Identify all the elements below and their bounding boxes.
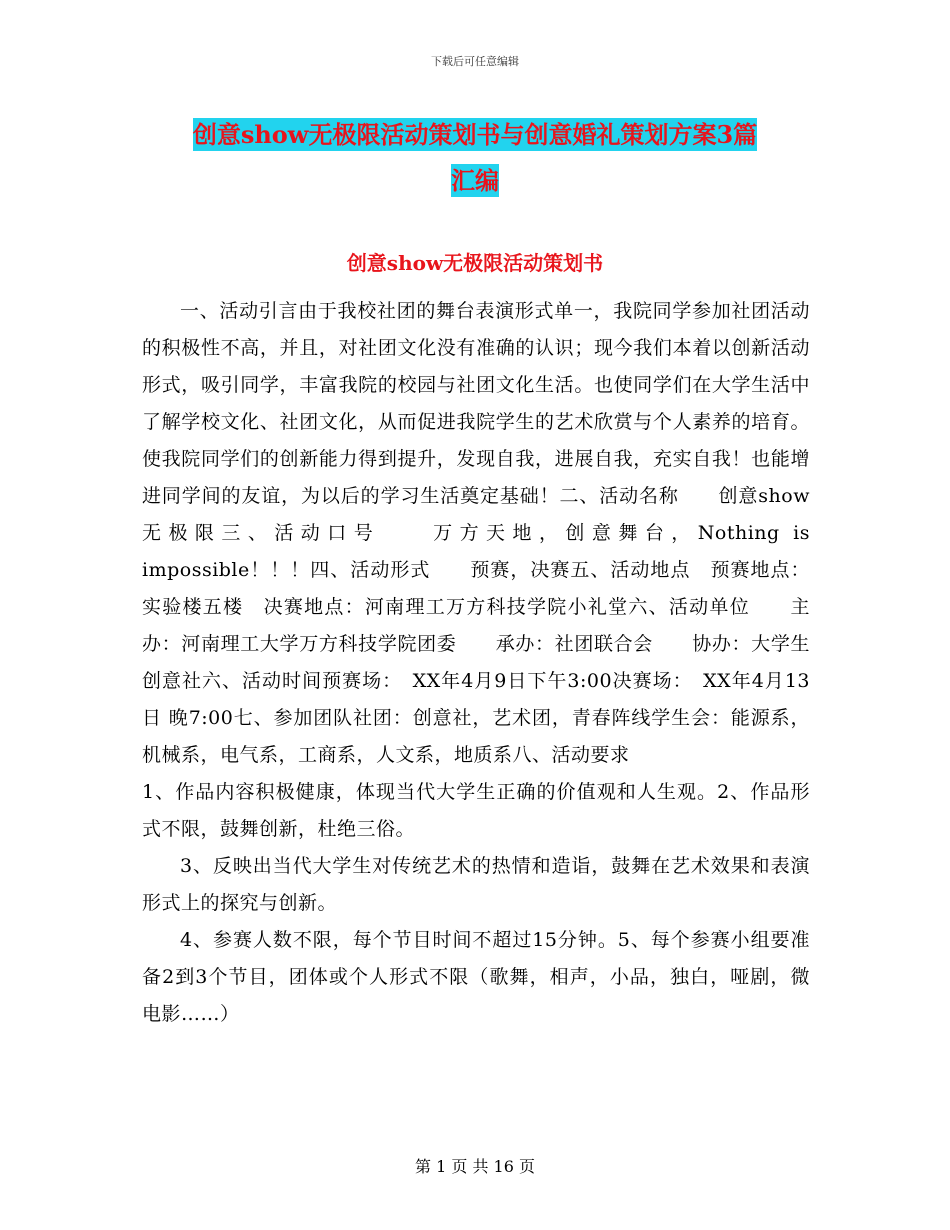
paragraph-requirements-4-5: 4、参赛人数不限，每个节目时间不超过15分钟。5、每个参赛小组要准备2到3个节目，团体或个人形式不限（歌舞，相声，小品，独白，哑剧，微电影……） xyxy=(142,929,810,1025)
paragraph-requirements-1-2: 1、作品内容积极健康，体现当代大学生正确的价值观和人生观。2、作品形式不限，鼓舞创新，杜绝三俗。 xyxy=(142,781,810,840)
document-title-line2: 汇编 xyxy=(451,166,499,195)
paragraph-intro: 一、活动引言由于我校社团的舞台表演形式单一，我院同学参加社团活动的积极性不高，并且，对社团文化没有准确的认识；现今我们本着以创新活动形式，吸引同学，丰富我院的校园与社团文化生活。也使同学们在大学生活中了解学校文化、社团文化，从而促进我院学生的艺术欣赏与个人素养的培育。使我院同学们的创新能力得到提升，发现自我，进展自我，充实自我！也能增进同学间的友谊，为以后的学习生活奠定基础！二、活动名称 创意show无极限三、活动口号 万方天地，创意舞台，Nothing is impossible！！！四、活动形式 预赛，决赛五、活动地点 预赛地点：实验楼五楼 决赛地点：河南理工万方科技学院小礼堂六、活动单位 主办：河南理工大学万方科技学院团委 承办：社团联合会 协办：大学生创意社六、活动时间预赛场： XX年4月9日下午3:00决赛场： XX年4月13日 晚7:00七、参加团队社团：创意社，艺术团，青春阵线学生会：能源系，机械系，电气系，工商系，人文系，地质系八、活动要求 xyxy=(142,300,810,766)
document-body xyxy=(142,293,810,1033)
page-number: 第 1 页 共 16 页 xyxy=(415,1157,535,1176)
document-title-line1: 创意show无极限活动策划书与创意婚礼策划方案3篇 xyxy=(192,120,758,149)
section-title: 创意show无极限活动策划书 xyxy=(346,251,604,275)
paragraph-requirement-3: 3、反映出当代大学生对传统艺术的热情和造诣，鼓舞在艺术效果和表演形式上的探究与创新。 xyxy=(142,855,810,914)
document-title xyxy=(140,112,810,204)
page-header-note: 下载后可任意编辑 xyxy=(431,55,519,68)
